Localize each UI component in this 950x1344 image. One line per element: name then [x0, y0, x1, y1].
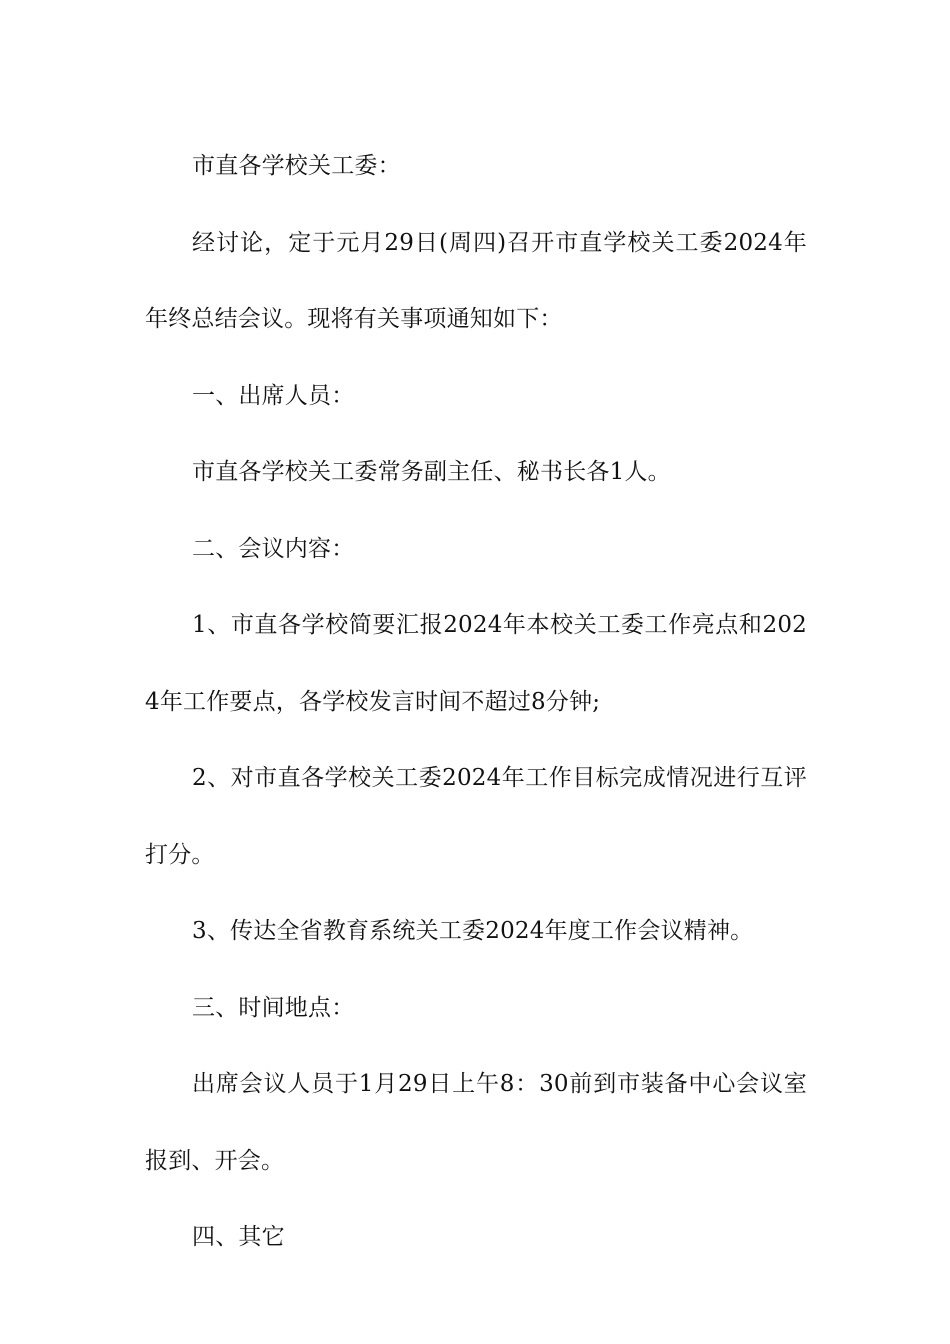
section-heading-agenda: 二、会议内容： — [192, 535, 355, 562]
document-body — [145, 128, 807, 1276]
time-place-paragraph: 出席会议人员于1月29日上午8：30前到市装备中心会议室报到、开会。 — [145, 1071, 807, 1174]
section-heading-time-place: 三、时间地点： — [192, 994, 355, 1021]
salutation: 市直各学校关工委： — [192, 153, 401, 179]
attendees-paragraph: 市直各学校关工委常务副主任、秘书长各1人。 — [192, 459, 671, 485]
agenda-item-1: 1、市直各学校简要汇报2024年本校关工委工作亮点和2024年工作要点，各学校发言时间不超过8分钟; — [145, 612, 807, 715]
agenda-item-2: 2、对市直各学校关工委2024年工作目标完成情况进行互评打分。 — [145, 765, 807, 868]
agenda-item-3: 3、传达全省教育系统关工委2024年度工作会议精神。 — [192, 918, 754, 944]
section-heading-attendees: 一、出席人员： — [192, 382, 355, 409]
section-heading-other: 四、其它 — [192, 1224, 285, 1250]
intro-paragraph: 经讨论，定于元月29日(周四)召开市直学校关工委2024年年终总结会议。现将有关事项通知如下： — [145, 229, 807, 332]
